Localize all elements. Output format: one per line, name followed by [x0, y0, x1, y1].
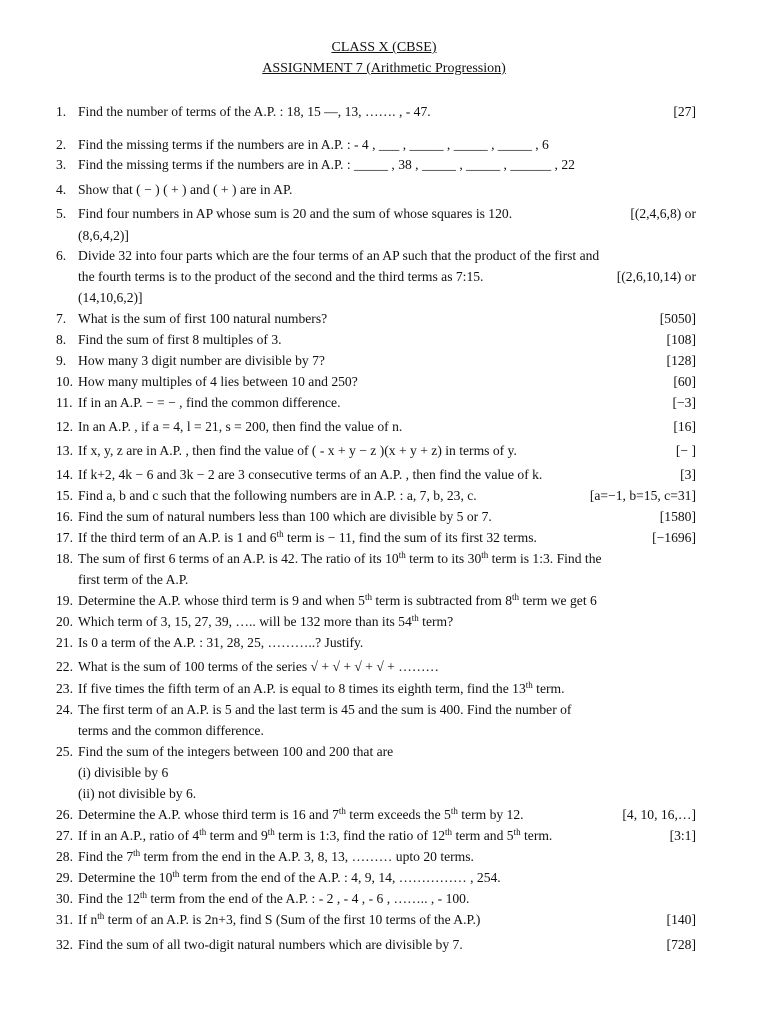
question-text: How many multiples of 4 lies between 10 and 250?	[78, 374, 358, 389]
question-number: 27.	[56, 828, 73, 843]
question-number: 22.	[56, 659, 73, 674]
question-text: Find the 12th term from the end of the A.P. : - 2 , - 4 , - 6 , …….. , - 100.	[78, 890, 470, 906]
question-number: 29.	[56, 870, 73, 885]
question-number: 31.	[56, 912, 73, 927]
question-number: 21.	[56, 635, 73, 650]
question-text: Which term of 3, 15, 27, 39, ….. will be 132 more than its 54th term?	[78, 613, 454, 629]
answer-key: [27]	[673, 104, 696, 119]
question-text: In an A.P. , if a = 4, l = 21, s = 200, then find the value of n.	[78, 419, 403, 434]
question-number: 18.	[56, 551, 73, 566]
answer-key: [3:1]	[669, 828, 696, 843]
question-text: Find the missing terms if the numbers are in A.P. : - 4 , ___ , _____ , _____ , _____ , 6	[78, 137, 549, 152]
answer-key: [(2,4,6,8) or	[630, 206, 696, 221]
question-text: the fourth terms is to the product of the second and the third terms as 7:15.	[78, 269, 484, 284]
question-text: The first term of an A.P. is 5 and the last term is 45 and the sum is 400. Find the number of	[78, 702, 572, 717]
question-text: Divide 32 into four parts which are the four terms of an AP such that the product of the first and	[78, 248, 600, 263]
question-number: 1.	[56, 104, 67, 119]
question-text: Show that ( − ) ( + ) and ( + ) are in AP.	[78, 182, 293, 197]
question-text: Determine the A.P. whose third term is 9 and when 5th term is subtracted from 8th term we get 6	[78, 592, 597, 608]
question-number: 20.	[56, 614, 73, 629]
answer-key: [4, 10, 16,…]	[622, 807, 696, 822]
question-number: 16.	[56, 509, 73, 524]
answer-key: [728]	[666, 937, 696, 952]
question-text: Find the sum of all two-digit natural numbers which are divisible by 7.	[78, 937, 463, 952]
question-text: If k+2, 4k − 6 and 3k − 2 are 3 consecutive terms of an A.P. , then find the value of k.	[78, 467, 543, 482]
question-text: If in an A.P. − = − , find the common difference.	[78, 395, 341, 410]
answer-key: [3]	[680, 467, 696, 482]
question-text: (14,10,6,2)]	[78, 290, 143, 305]
answer-key: [128]	[666, 353, 696, 368]
question-text: Find the number of terms of the A.P. : 18, 15 —, 13, ……. , - 47.	[78, 104, 431, 119]
question-text: first term of the A.P.	[78, 572, 189, 587]
question-text: If in an A.P., ratio of 4th term and 9th term is 1:3, find the ratio of 12th term and 5th term.	[78, 827, 553, 843]
question-number: 9.	[56, 353, 67, 368]
question-text: Find the sum of first 8 multiples of 3.	[78, 332, 282, 347]
question-number: 2.	[56, 137, 67, 152]
question-text: Determine the 10th term from the end of the A.P. : 4, 9, 14, …………… , 254.	[78, 869, 501, 885]
question-text: If five times the fifth term of an A.P. is equal to 8 times its eighth term, find the 13th term.	[78, 680, 565, 696]
question-number: 8.	[56, 332, 67, 347]
question-text: If x, y, z are in A.P. , then find the value of ( - x + y − z )(x + y + z) in terms of y.	[78, 443, 517, 458]
answer-key: [140]	[666, 912, 696, 927]
question-number: 4.	[56, 182, 67, 197]
question-number: 23.	[56, 681, 73, 696]
question-text: (i) divisible by 6	[78, 765, 169, 780]
question-number: 17.	[56, 530, 73, 545]
question-text: Is 0 a term of the A.P. : 31, 28, 25, ………..? Justify.	[78, 635, 364, 650]
question-text: Determine the A.P. whose third term is 16 and 7th term exceeds the 5th term by 12.	[78, 806, 524, 822]
class-heading: CLASS X (CBSE)	[331, 40, 437, 55]
question-number: 24.	[56, 702, 73, 717]
question-number: 6.	[56, 248, 67, 263]
answer-key: [−3]	[672, 395, 696, 410]
question-number: 15.	[56, 488, 73, 503]
answer-key: [5050]	[659, 311, 696, 326]
question-text: What is the sum of 100 terms of the series √ + √ + √ + √ + ………	[78, 659, 440, 674]
question-text: What is the sum of first 100 natural numbers?	[78, 311, 328, 326]
answer-key: [(2,6,10,14) or	[616, 269, 696, 284]
answer-key: [− ]	[675, 443, 696, 458]
question-text: Find the sum of the integers between 100 and 200 that are	[78, 744, 394, 759]
question-number: 32.	[56, 937, 73, 952]
question-number: 10.	[56, 374, 73, 389]
question-text: Find a, b and c such that the following numbers are in A.P. : a, 7, b, 23, c.	[78, 488, 477, 503]
question-number: 7.	[56, 311, 67, 326]
question-number: 26.	[56, 807, 73, 822]
question-text: (8,6,4,2)]	[78, 228, 129, 243]
question-text: If the third term of an A.P. is 1 and 6th term is − 11, find the sum of its first 32 terms.	[78, 529, 537, 545]
question-text: Find the 7th term from the end in the A.P. 3, 8, 13, ……… upto 20 terms.	[78, 848, 474, 864]
question-number: 30.	[56, 891, 73, 906]
question-text: How many 3 digit number are divisible by 7?	[78, 353, 325, 368]
question-number: 28.	[56, 849, 73, 864]
answer-key: [a=−1, b=15, c=31]	[589, 488, 696, 503]
question-text: (ii) not divisible by 6.	[78, 786, 197, 801]
answer-key: [108]	[666, 332, 696, 347]
question-text: Find four numbers in AP whose sum is 20 and the sum of whose squares is 120.	[78, 206, 513, 221]
question-text: terms and the common difference.	[78, 723, 264, 738]
question-number: 3.	[56, 157, 67, 172]
question-number: 19.	[56, 593, 73, 608]
assignment-heading: ASSIGNMENT 7 (Arithmetic Progression)	[262, 61, 506, 76]
question-number: 11.	[56, 395, 73, 410]
question-text: Find the missing terms if the numbers are in A.P. : _____ , 38 , _____ , _____ , ______ , 22	[78, 157, 575, 172]
question-text: If $n^{th}$ term of an A.P. is 2n+3, find S (Sum of the first 10 terms of the A.P.)	[78, 911, 481, 927]
question-text: The sum of first 6 terms of an A.P. is 42. The ratio of its 10th term to its 30th term is 1:3. Find the	[78, 550, 602, 566]
answer-key: [1580]	[659, 509, 696, 524]
question-number: 13.	[56, 443, 73, 458]
question-number: 12.	[56, 419, 73, 434]
answer-key: [16]	[673, 419, 696, 434]
question-number: 14.	[56, 467, 73, 482]
question-text: Find the sum of natural numbers less than 100 which are divisible by 5 or 7.	[78, 509, 492, 524]
question-number: 25.	[56, 744, 73, 759]
answer-key: [−1696]	[652, 530, 696, 545]
question-number: 5.	[56, 206, 67, 221]
answer-key: [60]	[673, 374, 696, 389]
